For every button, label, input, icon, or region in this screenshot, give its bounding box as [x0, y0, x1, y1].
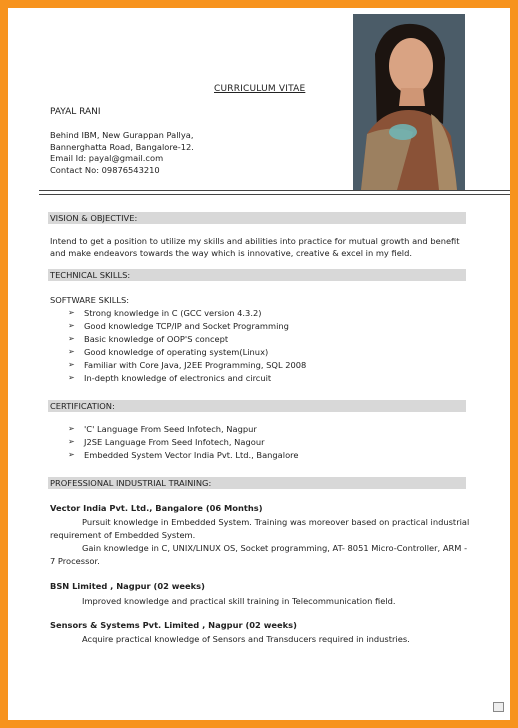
software-skills-subheading: SOFTWARE SKILLS:: [50, 295, 130, 305]
arrow-bullet-icon: ➢: [68, 333, 75, 343]
technical-heading: TECHNICAL SKILLS:: [48, 269, 466, 281]
list-item: ➢ J2SE Language From Seed Infotech, Nagour: [68, 436, 265, 447]
document-title: CURRICULUM VITAE: [214, 84, 306, 94]
page-corner-icon: [493, 702, 504, 712]
address-line: Bannerghatta Road, Bangalore-12.: [50, 141, 194, 152]
list-item: ➢ 'C' Language From Seed Infotech, Nagpur: [68, 424, 257, 434]
training-heading: PROFESSIONAL INDUSTRIAL TRAINING:: [48, 477, 466, 489]
arrow-bullet-icon: ➢: [68, 359, 75, 369]
list-item: ➢ Good knowledge of operating system(Linux): [68, 346, 269, 357]
list-item: ➢ Strong knowledge in C (GCC version 4.3.2): [68, 308, 262, 318]
list-item: ➢ In-depth knowledge of electronics and circuit: [68, 372, 272, 383]
profile-photo: [353, 14, 465, 190]
job-description: Gain knowledge in C, UNIX/LINUX OS, Socket programming, AT- 8051 Micro-Controller, ARM - 7 Processor.: [50, 543, 468, 566]
arrow-bullet-icon: ➢: [68, 320, 75, 330]
job-description: Improved knowledge and practical skill training in Telecommunication field.: [82, 596, 396, 606]
arrow-bullet-icon: ➢: [68, 372, 75, 382]
job-title: Sensors & Systems Pvt. Limited , Nagpur (02 weeks): [50, 620, 297, 630]
arrow-bullet-icon: ➢: [68, 424, 75, 433]
email-line: Email Id: payal@gmail.com: [50, 153, 164, 164]
job-description: Pursuit knowledge in Embedded System. Training was moreover based on practical industrial requirement of Embedded System.: [50, 517, 470, 540]
arrow-bullet-icon: ➢: [68, 308, 75, 317]
portrait-image: [353, 14, 465, 190]
candidate-name: PAYAL RANI: [50, 107, 101, 117]
header-divider: [39, 190, 510, 195]
skills-list: [68, 307, 306, 384]
list-item: ➢ Basic knowledge of OOP'S concept: [68, 333, 229, 344]
arrow-bullet-icon: ➢: [68, 346, 75, 356]
job-title: Vector India Pvt. Ltd., Bangalore (06 Months): [50, 503, 263, 513]
list-item: ➢ Good knowledge TCP/IP and Socket Programming: [68, 320, 289, 331]
arrow-bullet-icon: ➢: [68, 436, 75, 446]
contact-block: [50, 130, 194, 176]
list-item: ➢ Familiar with Core Java, J2EE Programming, SQL 2008: [68, 359, 307, 370]
job-description: Acquire practical knowledge of Sensors and Transducers required in industries.: [82, 634, 410, 644]
list-item: ➢ Embedded System Vector India Pvt. Ltd., Bangalore: [68, 449, 299, 460]
resume-page: [8, 8, 510, 720]
certification-list: [68, 423, 298, 462]
job-title: BSN Limited , Nagpur (02 weeks): [50, 581, 205, 591]
address-line: Behind IBM, New Gurappan Pallya,: [50, 130, 194, 140]
certification-heading: CERTIFICATION:: [48, 400, 466, 412]
arrow-bullet-icon: ➢: [68, 449, 75, 459]
contact-line: Contact No: 09876543210: [50, 164, 160, 175]
vision-heading: VISION & OBJECTIVE:: [48, 212, 466, 224]
vision-text: Intend to get a position to utilize my skills and abilities into practice for mutual growth and benefit and make endeavors towards the way which is innovative, creative & excel in my field.: [50, 236, 460, 259]
